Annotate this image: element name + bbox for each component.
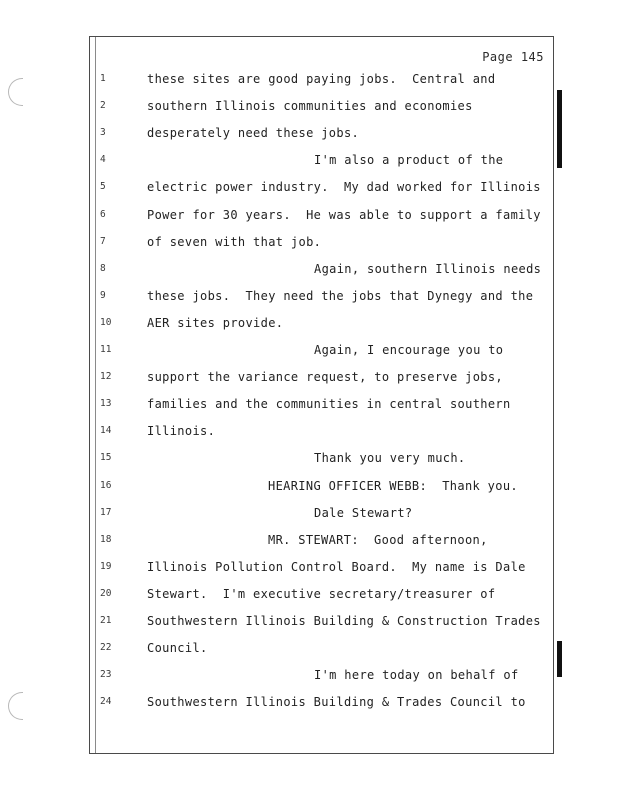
line-text: MR. STEWART: Good afternoon, <box>268 532 488 547</box>
line-number: 2 <box>100 100 106 112</box>
line-text: of seven with that job. <box>147 234 322 249</box>
line-number: 23 <box>100 669 112 681</box>
transcript-line <box>0 370 618 390</box>
transcript-line <box>0 560 618 580</box>
line-number: 6 <box>100 208 106 220</box>
line-text: families and the communities in central southern <box>147 397 511 412</box>
transcript-line <box>0 587 618 607</box>
line-text: I'm here today on behalf of <box>314 668 519 683</box>
transcript-line <box>0 479 618 499</box>
line-text: these jobs. They need the jobs that Dynegy and the <box>147 288 534 303</box>
line-number: 12 <box>100 371 112 383</box>
transcript-line <box>0 316 618 336</box>
line-text: these sites are good paying jobs. Central and <box>147 72 496 86</box>
line-text: Again, southern Illinois needs <box>314 261 542 276</box>
transcript-line <box>0 695 618 715</box>
line-number: 3 <box>100 127 106 139</box>
line-number: 19 <box>100 560 112 572</box>
line-number: 17 <box>100 506 112 518</box>
line-text: Illinois Pollution Control Board. My name is Dale <box>147 559 526 574</box>
line-number: 18 <box>100 533 112 545</box>
line-number: 14 <box>100 425 112 437</box>
transcript-line <box>0 180 618 200</box>
line-text: desperately need these jobs. <box>147 126 360 141</box>
line-number: 5 <box>100 181 106 193</box>
line-text: HEARING OFFICER WEBB: Thank you. <box>268 478 518 493</box>
line-text: Council. <box>147 641 208 656</box>
line-number: 10 <box>100 316 112 328</box>
transcript-line <box>0 235 618 255</box>
transcript-line <box>0 641 618 661</box>
line-number: 1 <box>100 73 106 84</box>
transcript-line <box>0 262 618 282</box>
line-number: 7 <box>100 235 106 247</box>
transcript-line <box>0 99 618 119</box>
line-text: southern Illinois communities and economies <box>147 99 473 114</box>
transcript-line <box>0 424 618 444</box>
line-number: 8 <box>100 262 106 274</box>
line-number: 21 <box>100 615 112 626</box>
line-text: support the variance request, to preserve jobs, <box>147 370 504 385</box>
line-text: Illinois. <box>147 424 216 439</box>
line-number: 11 <box>100 344 112 355</box>
line-text: Thank you very much. <box>314 451 466 466</box>
line-text: Stewart. I'm executive secretary/treasurer of <box>147 586 496 601</box>
line-text: Southwestern Illinois Building & Trades Council to <box>147 695 526 710</box>
line-number: 16 <box>100 479 112 491</box>
transcript-line <box>0 533 618 553</box>
line-text: Again, I encourage you to <box>314 343 504 357</box>
transcript-line <box>0 397 618 417</box>
transcript-line <box>0 72 618 92</box>
transcript-line <box>0 343 618 363</box>
line-text: Power for 30 years. He was able to support a family <box>147 207 541 222</box>
line-number: 22 <box>100 642 112 654</box>
line-text: AER sites provide. <box>147 315 284 330</box>
page-number: Page 145 <box>482 50 544 64</box>
transcript-line <box>0 289 618 309</box>
line-text: I'm also a product of the <box>314 153 504 168</box>
line-number: 9 <box>100 289 106 301</box>
line-number: 4 <box>100 154 106 166</box>
line-number: 13 <box>100 398 112 410</box>
transcript-line <box>0 126 618 146</box>
line-number: 20 <box>100 587 112 599</box>
line-text: Dale Stewart? <box>314 505 413 520</box>
transcript-line <box>0 153 618 173</box>
transcript-line <box>0 506 618 526</box>
line-number: 24 <box>100 696 112 708</box>
line-text: electric power industry. My dad worked for Illinois <box>147 180 541 195</box>
line-number: 15 <box>100 452 112 464</box>
transcript-line <box>0 451 618 471</box>
line-text: Southwestern Illinois Building & Construction Trades <box>147 614 541 628</box>
transcript-line <box>0 208 618 228</box>
transcript-line <box>0 614 618 634</box>
transcript-line <box>0 668 618 688</box>
